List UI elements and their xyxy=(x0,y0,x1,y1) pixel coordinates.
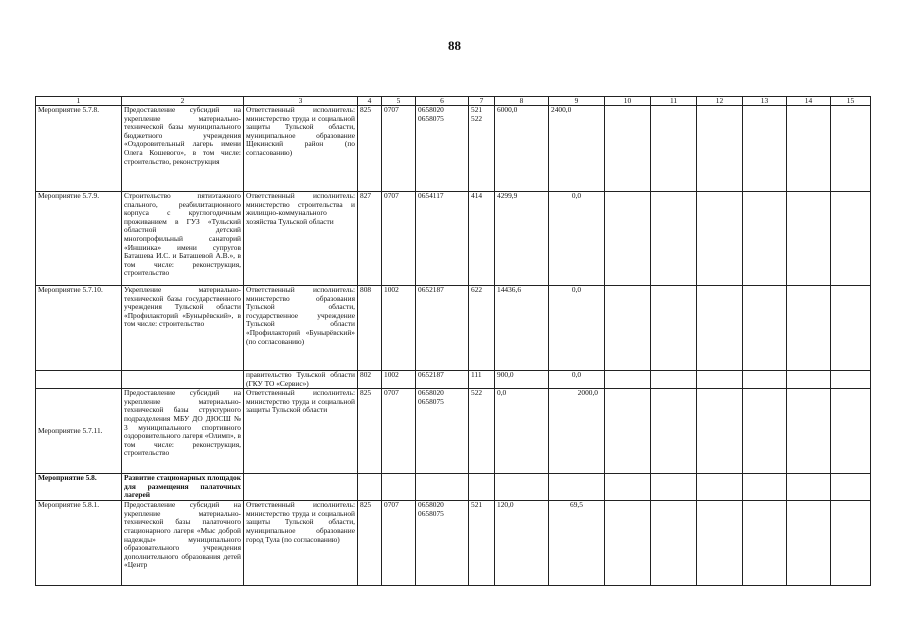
cell-col8 xyxy=(495,474,549,501)
empty-cell xyxy=(651,192,697,286)
cell-col7 xyxy=(469,474,495,501)
column-header: 10 xyxy=(605,97,651,106)
column-header: 12 xyxy=(697,97,743,106)
empty-cell xyxy=(787,371,831,389)
empty-cell xyxy=(831,389,871,474)
page-number: 88 xyxy=(448,38,461,53)
empty-cell xyxy=(605,474,651,501)
empty-cell xyxy=(787,474,831,501)
empty-cell xyxy=(605,192,651,286)
cell-col5: 0707 xyxy=(382,501,416,586)
cell-col8: 14436,6 xyxy=(495,286,549,371)
cell-col8: 0,0 xyxy=(495,389,549,474)
cell-col5: 1002 xyxy=(382,371,416,389)
table-row xyxy=(36,371,871,389)
empty-cell xyxy=(831,192,871,286)
empty-cell xyxy=(651,389,697,474)
cell-col6: 0658020 0658075 xyxy=(416,389,469,474)
cell-col6 xyxy=(416,474,469,501)
activity-executor: Ответственный исполнитель: министерство труда и социальной защиты Тульской области, муниципальное образование город Тула (по согласованию) xyxy=(244,501,358,586)
column-number-row xyxy=(36,97,871,106)
empty-cell xyxy=(743,371,787,389)
cell-col9: 0,0 xyxy=(549,286,605,371)
empty-cell xyxy=(651,501,697,586)
column-header: 11 xyxy=(651,97,697,106)
cell-col7: 111 xyxy=(469,371,495,389)
cell-col4: 827 xyxy=(358,192,382,286)
activity-executor: Ответственный исполнитель: министерство труда и социальной защиты Тульской области xyxy=(244,389,358,474)
activity-id: Мероприятие 5.7.9. xyxy=(36,192,122,286)
cell-col6: 0658020 0658075 xyxy=(416,106,469,192)
empty-cell xyxy=(697,389,743,474)
activity-description: Строительство пятиэтажного спального, реабилитационного корпуса с круглогодичным проживанием в ГУЗ «Тульский областной детский многопрофильный санаторий «Иншинка» имени супругов Баташева И.С. и Баташевой А.В.», в том числе: реконструкция, строительство xyxy=(122,192,244,286)
cell-col4 xyxy=(358,474,382,501)
empty-cell xyxy=(831,286,871,371)
column-header: 14 xyxy=(787,97,831,106)
activity-executor: Ответственный исполнитель: министерство строительства и жилищно-коммунального хозяйства Тульской области xyxy=(244,192,358,286)
column-header: 2 xyxy=(122,97,244,106)
activity-description: Укрепление материально-технической базы государственного учреждения Тульской области «Профилакторий «Бунырёвский», в том числе: строительство xyxy=(122,286,244,371)
table-row xyxy=(36,192,871,286)
empty-cell xyxy=(697,192,743,286)
empty-cell xyxy=(697,106,743,192)
activity-executor: Ответственный исполнитель: министерство труда и социальной защиты Тульской области, муниципальное образование Щекинский район (по согласованию) xyxy=(244,106,358,192)
cell-col7: 522 xyxy=(469,389,495,474)
cell-col6: 0658020 0658075 xyxy=(416,501,469,586)
empty-cell xyxy=(697,501,743,586)
cell-col5: 1002 xyxy=(382,286,416,371)
cell-col9: 2000,0 xyxy=(549,389,605,474)
column-header: 7 xyxy=(469,97,495,106)
activity-id: Мероприятие 5.7.11. xyxy=(36,389,122,474)
empty-cell xyxy=(743,501,787,586)
column-header: 13 xyxy=(743,97,787,106)
column-header: 6 xyxy=(416,97,469,106)
empty-cell xyxy=(743,389,787,474)
cell-col5: 0707 xyxy=(382,389,416,474)
activity-id: Мероприятие 5.7.8. xyxy=(36,106,122,192)
cell-col6: 0652187 xyxy=(416,371,469,389)
cell-col9: 2400,0 xyxy=(549,106,605,192)
cell-col9: 69,5 xyxy=(549,501,605,586)
empty-cell xyxy=(787,106,831,192)
cell-col9: 0,0 xyxy=(549,192,605,286)
activity-executor: правительство Тульской области (ГКУ ТО «Сервис») xyxy=(244,371,358,389)
empty-cell xyxy=(651,474,697,501)
activity-description xyxy=(122,371,244,389)
column-header: 9 xyxy=(549,97,605,106)
cell-col9: 0,0 xyxy=(549,371,605,389)
cell-col8: 900,0 xyxy=(495,371,549,389)
cell-col4: 825 xyxy=(358,501,382,586)
activity-executor: Ответственный исполнитель: министерство образования Тульской области, государственное учреждение Тульской области «Профилакторий «Бунырёвский» (по согласованию) xyxy=(244,286,358,371)
cell-col4: 825 xyxy=(358,106,382,192)
column-header: 4 xyxy=(358,97,382,106)
empty-cell xyxy=(787,286,831,371)
activity-executor xyxy=(244,474,358,501)
column-header: 3 xyxy=(244,97,358,106)
cell-col7: 414 xyxy=(469,192,495,286)
empty-cell xyxy=(831,371,871,389)
empty-cell xyxy=(787,501,831,586)
activity-description: Предоставление субсидий на укрепление материально-технической базы муниципального бюджетного учреждения «Оздоровительный лагерь имени Олега Кошевого», в том числе: строительство, реконструкция xyxy=(122,106,244,192)
empty-cell xyxy=(651,106,697,192)
cell-col4: 825 xyxy=(358,389,382,474)
empty-cell xyxy=(831,106,871,192)
empty-cell xyxy=(697,286,743,371)
activity-description: Предоставление субсидий на укрепление материально-технической базы структурного подразделения МБУ ДО ДЮСШ № 3 муниципального спортивного оздоровительного лагеря «Олимп», в том числе: реконструкция, строительство xyxy=(122,389,244,474)
cell-col7: 521 522 xyxy=(469,106,495,192)
table-row xyxy=(36,501,871,586)
activity-id: Мероприятие 5.7.10. xyxy=(36,286,122,371)
cell-col8: 4299,9 xyxy=(495,192,549,286)
cell-col7: 521 xyxy=(469,501,495,586)
empty-cell xyxy=(651,371,697,389)
cell-col6: 0652187 xyxy=(416,286,469,371)
empty-cell xyxy=(743,474,787,501)
activity-description: Предоставление субсидий на укрепление материально-технической базы палаточного стационарного лагеря «Мыс доброй надежды» муниципального образовательного учреждения дополнительного образования детей «Центр xyxy=(122,501,244,586)
cell-col8: 120,0 xyxy=(495,501,549,586)
empty-cell xyxy=(605,389,651,474)
cell-col5: 0707 xyxy=(382,106,416,192)
column-header: 8 xyxy=(495,97,549,106)
empty-cell xyxy=(787,389,831,474)
empty-cell xyxy=(831,474,871,501)
table-row xyxy=(36,286,871,371)
column-header: 5 xyxy=(382,97,416,106)
empty-cell xyxy=(605,286,651,371)
empty-cell xyxy=(605,371,651,389)
empty-cell xyxy=(651,286,697,371)
empty-cell xyxy=(605,106,651,192)
table-row xyxy=(36,106,871,192)
cell-col5: 0707 xyxy=(382,192,416,286)
activity-id: Мероприятие 5.8.1. xyxy=(36,501,122,586)
cell-col9 xyxy=(549,474,605,501)
program-activities-table xyxy=(35,96,871,586)
activity-id xyxy=(36,371,122,389)
cell-col5 xyxy=(382,474,416,501)
table-row xyxy=(36,474,871,501)
empty-cell xyxy=(831,501,871,586)
activity-id: Мероприятие 5.8. xyxy=(36,474,122,501)
empty-cell xyxy=(697,474,743,501)
column-header: 15 xyxy=(831,97,871,106)
empty-cell xyxy=(605,501,651,586)
activity-description: Развитие стационарных площадок для размещения палаточных лагерей xyxy=(122,474,244,501)
empty-cell xyxy=(743,106,787,192)
empty-cell xyxy=(697,371,743,389)
cell-col4: 808 xyxy=(358,286,382,371)
cell-col7: 622 xyxy=(469,286,495,371)
cell-col8: 6000,0 xyxy=(495,106,549,192)
cell-col4: 802 xyxy=(358,371,382,389)
empty-cell xyxy=(787,192,831,286)
empty-cell xyxy=(743,286,787,371)
cell-col6: 0654117 xyxy=(416,192,469,286)
empty-cell xyxy=(743,192,787,286)
column-header: 1 xyxy=(36,97,122,106)
table-row xyxy=(36,389,871,474)
